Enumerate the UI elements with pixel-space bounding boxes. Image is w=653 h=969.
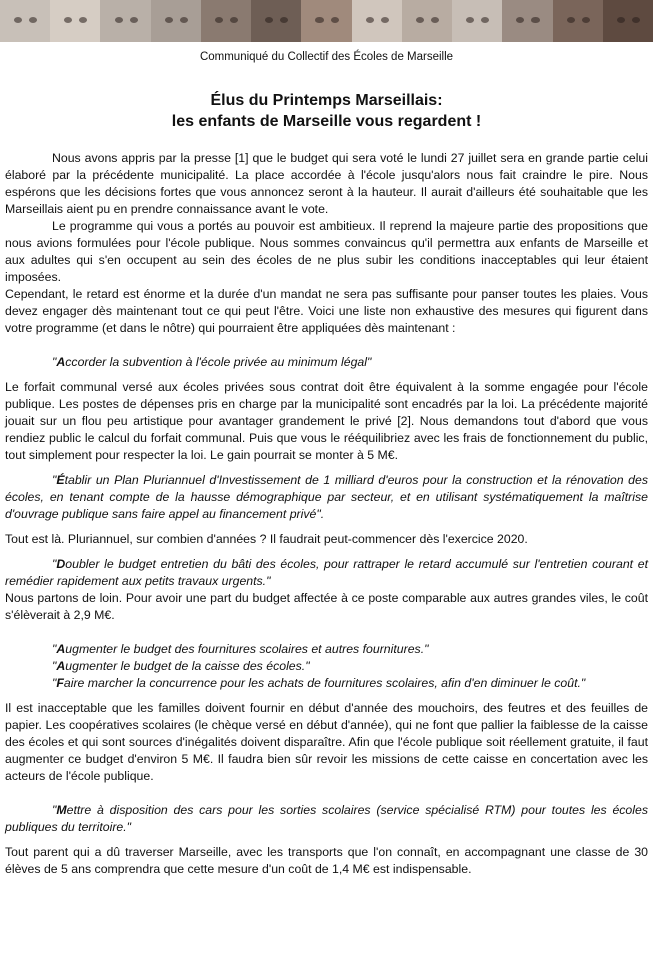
child-face-photo bbox=[100, 0, 150, 42]
quote-initial: A bbox=[56, 659, 66, 673]
press-release-subtitle: Communiqué du Collectif des Écoles de Marseille bbox=[199, 51, 454, 63]
paragraph: Nous avons appris par la presse [1] que le budget qui sera voté le lundi 27 juillet sera en grande partie celui élaboré par la précédente municipalité. La place accordée à l'école jusqu'alors nous fait craindre le pire. Nous espérons que les décisions fortes que vous annoncez seront à la hauteur. Il aurait d'ailleurs été souhaitable que les Marseillais aient pu en prendre connaissance avant le vote. bbox=[5, 151, 648, 216]
quote-text: oubler le budget entretien du bâti des écoles, pour rattraper le retard accumulé sur l'entretien courant et remédier rapidement aux petits travaux urgents." bbox=[5, 557, 648, 588]
program-measure-quote: "Augmenter le budget des fournitures scolaires et autres fournitures." bbox=[52, 642, 429, 656]
document-title bbox=[5, 90, 648, 132]
quote-text: ccorder la subvention à l'école privée au minimum légal" bbox=[65, 355, 372, 369]
quote-initial: M bbox=[56, 803, 67, 817]
title-line-2: les enfants de Marseille vous regardent ! bbox=[171, 113, 482, 130]
quote-text: aire marcher la concurrence pour les achats de fournitures scolaires, afin d'en diminuer le coût." bbox=[63, 676, 586, 690]
child-face-photo bbox=[553, 0, 603, 42]
letter-text bbox=[5, 150, 648, 878]
program-measure-quote: "Augmenter le budget de la caisse des écoles." bbox=[52, 659, 310, 673]
child-face-photo bbox=[251, 0, 301, 42]
quote-text: ettre à disposition des cars pour les sorties scolaires (service spécialisé RTM) pour toutes les écoles publiques du territoire." bbox=[5, 803, 648, 834]
quote-initial: A bbox=[56, 355, 66, 369]
child-face-photo bbox=[603, 0, 653, 42]
paragraph: Le programme qui vous a portés au pouvoir est ambitieux. Il reprend la majeure partie des propositions que nous avions formulées pour l'école publique. Nous sommes convaincus qu'il permettra aux enfants de Marseille et aux adultes qui s'en occupent au sein des écoles de ne plus subir les conditions inacceptables qui leur étaient imposées. bbox=[5, 219, 648, 284]
paragraph: Nous partons de loin. Pour avoir une part du budget affectée à ce poste comparable aux autres grandes viles, le coût s'élèverait à 2,9 M€. bbox=[5, 591, 648, 622]
paragraph: Tout est là. Pluriannuel, sur combien d'années ? Il faudrait peut-commencer dès l'exercice 2020. bbox=[5, 532, 528, 546]
child-face-photo bbox=[402, 0, 452, 42]
quote-text: tablir un Plan Pluriannuel d'Investissement de 1 milliard d'euros pour la construction et la rénovation des écoles, en tenant compte de la hausse démographique par secteur, et en utilisant systématiquement la maîtrise d'ouvrage publique sans faire appel au financement privé". bbox=[5, 473, 648, 521]
program-measure-quote: "Doubler le budget entretien du bâti des écoles, pour rattraper le retard accumulé sur l'entretien courant et remédier rapidement aux petits travaux urgents." bbox=[5, 557, 648, 588]
child-face-photo bbox=[301, 0, 351, 42]
child-face-photo bbox=[0, 0, 50, 42]
child-face-photo bbox=[502, 0, 552, 42]
child-face-photo bbox=[151, 0, 201, 42]
program-measure-quote: "Accorder la subvention à l'école privée au minimum légal" bbox=[52, 355, 372, 369]
program-measure-quote: "Mettre à disposition des cars pour les sorties scolaires (service spécialisé RTM) pour toutes les écoles publiques du territoire." bbox=[5, 803, 648, 834]
quote-text: ugmenter le budget de la caisse des écoles." bbox=[65, 659, 310, 673]
title-line-1: Élus du Printemps Marseillais: bbox=[210, 92, 443, 109]
document-body bbox=[0, 51, 653, 878]
child-face-photo bbox=[50, 0, 100, 42]
quote-initial: É bbox=[56, 473, 65, 487]
quote-initial: F bbox=[56, 676, 64, 690]
child-face-photo bbox=[352, 0, 402, 42]
program-measure-quote: "Établir un Plan Pluriannuel d'Investissement de 1 milliard d'euros pour la construction et la rénovation des écoles, en tenant compte de la hausse démographique par secteur, et en utilisant systématiquement la maîtrise d'ouvrage publique sans faire appel au financement privé". bbox=[5, 473, 648, 521]
quote-initial: A bbox=[56, 642, 66, 656]
quote-text: ugmenter le budget des fournitures scolaires et autres fournitures." bbox=[65, 642, 429, 656]
quote-initial: D bbox=[56, 557, 66, 571]
program-measure-quote: "Faire marcher la concurrence pour les achats de fournitures scolaires, afin d'en diminuer le coût." bbox=[52, 676, 586, 690]
paragraph: Tout parent qui a dû traverser Marseille, avec les transports que l'on connaît, en accompagnant une classe de 30 élèves de 5 ans comprendra que cette mesure d'un coût de 1,4 M€ est indispensable. bbox=[5, 845, 648, 876]
header-photo-banner bbox=[0, 0, 653, 42]
paragraph: Il est inacceptable que les familles doivent fournir en début d'année des mouchoirs, des feutres et des feuilles de papier. Les coopératives scolaires (le chèque versé en début d'année), qui ne font que pallier la faiblesse de la caisse des écoles et qui sont sources d'inégalités doivent disparaître. Afin que l'école publique soit réellement gratuite, il faut augmenter ce budget d'environ 5 M€. Il faudra bien sûr revoir les missions de cette caisse en concertation avec les acteurs de l'école publique. bbox=[5, 701, 648, 783]
paragraph: Le forfait communal versé aux écoles privées sous contrat doit être équivalent à la somme engagée pour l'école publique. Les postes de dépenses pris en charge par la municipalité sont encadrés par la loi. La précédente majorité jouait sur un flou peu artistique pour avantager grandement le privé [2]. Nous demandons tout d'abord que vous rendiez public le calcul du forfait communal. Puis que vous le rééquilibriez avec les frais de fonctionnement du public, tout simplement pour respecter la loi. Le gain pourrait se monter à 5 M€. bbox=[5, 380, 648, 462]
child-face-photo bbox=[201, 0, 251, 42]
paragraph: Cependant, le retard est énorme et la durée d'un mandat ne sera pas suffisante pour panser toutes les plaies. Vous devez engager dès maintenant tout ce qui peut l'être. Voici une liste non exhaustive des mesures qui figurent dans votre programme (et dans le nôtre) qui pourraient être appliquées dès maintenant : bbox=[5, 287, 648, 335]
child-face-photo bbox=[452, 0, 502, 42]
